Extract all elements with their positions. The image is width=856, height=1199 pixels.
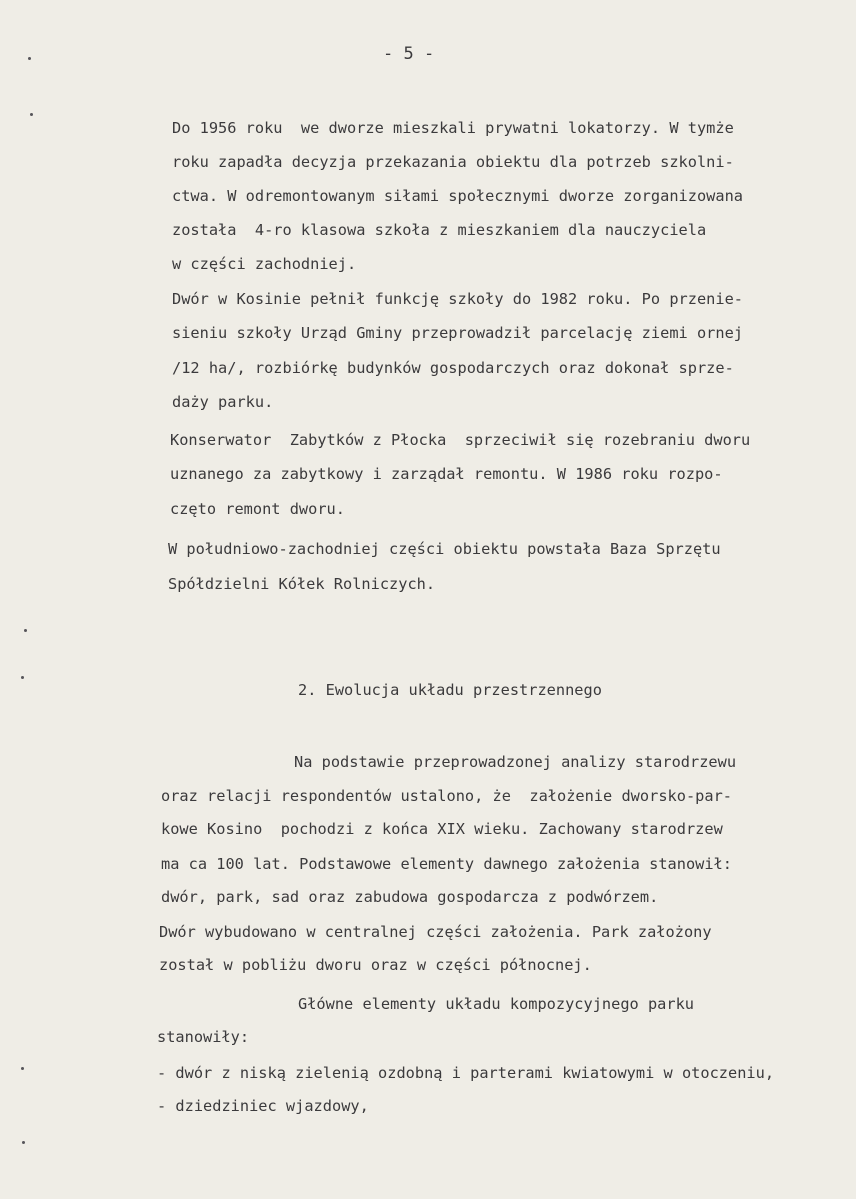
list-item: - dziedziniec wjazdowy, xyxy=(157,1097,369,1115)
text-line: Spółdzielni Kółek Rolniczych. xyxy=(168,575,436,593)
text-line: częto remont dworu. xyxy=(170,500,345,518)
text-line: W południowo-zachodniej części obiektu powstała Baza Sprzętu xyxy=(168,540,721,558)
text-line: Dwór w Kosinie pełnił funkcję szkoły do 1982 roku. Po przenie- xyxy=(172,290,743,308)
margin-mark xyxy=(21,1067,24,1070)
text-line: ctwa. W odremontowanym siłami społecznymi dworze zorganizowana xyxy=(172,187,743,205)
text-line: kowe Kosino pochodzi z końca XIX wieku. Zachowany starodrzew xyxy=(161,820,723,838)
section-heading: 2. Ewolucja układu przestrzennego xyxy=(298,681,602,699)
text-line: ma ca 100 lat. Podstawowe elementy dawnego założenia stanowił: xyxy=(161,855,732,873)
text-line: dwór, park, sad oraz zabudowa gospodarcza z podwórzem. xyxy=(161,888,659,906)
margin-mark xyxy=(24,629,27,632)
text-line: sieniu szkoły Urząd Gminy przeprowadził parcelację ziemi ornej xyxy=(172,324,743,342)
text-line: /12 ha/, rozbiórkę budynków gospodarczych oraz dokonał sprze- xyxy=(172,359,734,377)
margin-mark xyxy=(22,1141,25,1144)
text-line: został w pobliżu dworu oraz w części północnej. xyxy=(159,956,592,974)
text-line: uznanego za zabytkowy i zarządał remontu. W 1986 roku rozpo- xyxy=(170,465,723,483)
text-line: Do 1956 roku we dworze mieszkali prywatni lokatorzy. W tymże xyxy=(172,119,734,137)
text-line: została 4-ro klasowa szkoła z mieszkaniem dla nauczyciela xyxy=(172,221,707,239)
text-line: Dwór wybudowano w centralnej części założenia. Park założony xyxy=(159,923,712,941)
text-line: Na podstawie przeprowadzonej analizy starodrzewu xyxy=(294,753,737,771)
margin-mark xyxy=(30,113,33,116)
text-line: oraz relacji respondentów ustalono, że założenie dworsko-par- xyxy=(161,787,732,805)
page-number: - 5 - xyxy=(383,44,435,64)
text-line: w części zachodniej. xyxy=(172,255,357,273)
text-line: roku zapadła decyzja przekazania obiektu dla potrzeb szkolni- xyxy=(172,153,734,171)
margin-mark xyxy=(28,57,31,60)
text-line: stanowiły: xyxy=(157,1028,250,1046)
list-item: - dwór z niską zielenią ozdobną i parterami kwiatowymi w otoczeniu, xyxy=(157,1064,775,1082)
text-line: daży parku. xyxy=(172,393,274,411)
text-line: Konserwator Zabytków z Płocka sprzeciwił się rozebraniu dworu xyxy=(170,431,751,449)
margin-mark xyxy=(21,676,24,679)
text-line: Główne elementy układu kompozycyjnego parku xyxy=(298,995,695,1013)
